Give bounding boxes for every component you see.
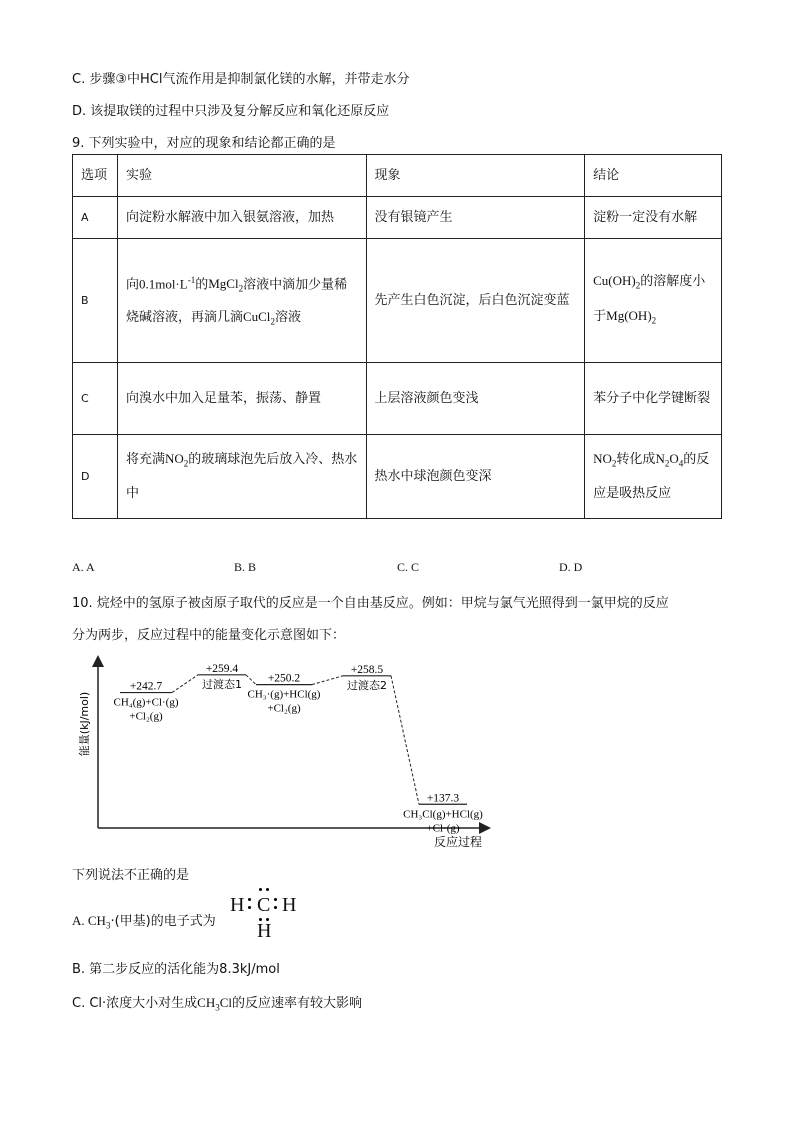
question-10-line2: 分为两步，反应过程中的能量变化示意图如下： (72, 628, 346, 643)
energy-value-label: +258.5 (350, 663, 384, 676)
energy-value-label: +250.2 (267, 672, 301, 685)
species-label: CH₄(g)+Cl·(g) (113, 696, 179, 709)
lewis-c: C (257, 894, 271, 916)
table-row (73, 363, 722, 435)
energy-value-label: +259.4 (205, 662, 239, 675)
row-phenomenon: 没有银镜产生 (366, 197, 585, 239)
row-experiment: 向溴水中加入足量苯，振荡、静置 (117, 363, 366, 435)
option-c: C. Cl·浓度大小对生成$CH_3Cl$的反应速率有较大影响 (72, 995, 363, 1013)
experiment-part: 溶液中滴加少量稀烧碱溶液，再滴几滴 (125, 277, 348, 325)
option-c-suffix: 的反应速率有较大影响 (232, 996, 363, 1011)
row-conclusion: $NO_2$转化成$N_2O_4$的反应是吸热反应 (585, 435, 722, 519)
row-conclusion: 苯分子中化学键断裂 (585, 363, 722, 435)
table-row (73, 239, 722, 363)
energy-value-label: +242.7 (129, 680, 163, 693)
row-phenomenon: 先产生白色沉淀，后白色沉淀变蓝 (366, 239, 585, 363)
energy-value-label: +137.3 (426, 792, 460, 805)
conclusion-part: 的溶解度小于 (593, 273, 706, 324)
option-a-rest: ·(甲基)的电子式为 (110, 914, 216, 929)
lewis-h-bottom: H (257, 920, 272, 942)
experiment-part: 向0.1mol·L (125, 276, 188, 292)
answer-a[interactable]: A. A (72, 560, 95, 574)
question-9: 9. 下列实验中，对应的现象和结论都正确的是 (72, 136, 336, 151)
y-axis-label: 能量(kJ/mol) (78, 691, 91, 757)
option-d-text: D. 该提取镁的过程中只涉及复分解反应和氧化还原反应 (72, 104, 390, 119)
row-label: C (73, 363, 118, 435)
row-phenomenon: 热水中球泡颜色变深 (366, 435, 585, 519)
table-row (73, 197, 722, 239)
species-label: CH₃·(g)+HCl(g) (247, 688, 321, 701)
energy-connector (391, 676, 419, 804)
experiment-part: 将充满 (125, 452, 165, 468)
question-prompt: 下列说法不正确的是 (72, 868, 190, 883)
energy-connector (312, 676, 343, 685)
lewis-dot (274, 898, 277, 901)
experiment-part: 的 (195, 277, 209, 293)
energy-connector (246, 675, 256, 685)
option-c-prefix: C. Cl·浓度大小对生成 (72, 996, 198, 1011)
row-experiment: 向淀粉水解液中加入银氨溶液，加热 (117, 197, 366, 239)
row-experiment: 向$0.1mol\cdot L^{-1}$的MgCl$_2$溶液中滴加少量稀烧碱溶液，再滴几滴CuCl$_2$溶液 (117, 239, 366, 363)
lewis-h-left: H (230, 894, 245, 916)
table-row (73, 435, 722, 519)
row-conclusion: $Cu(OH)_2$的溶解度小于$Mg(OH)_2$ (585, 239, 722, 363)
x-axis-label: 反应过程 (433, 835, 483, 849)
species-label: CH₃Cl(g)+HCl(g) (403, 808, 483, 821)
header-experiment: 实验 (117, 155, 366, 197)
methyl-lewis-structure (230, 888, 302, 944)
conclusion-part: 的反应是吸热反应 (593, 452, 710, 501)
energy-diagram (70, 652, 510, 852)
row-label: B (73, 239, 118, 363)
energy-connector (172, 675, 198, 693)
lewis-dot (259, 888, 262, 891)
lewis-dot (274, 906, 277, 909)
answer-c[interactable]: C. C (397, 560, 420, 574)
row-experiment: 将充满$NO_2$的玻璃球泡先后放入冷、热水中 (117, 435, 366, 519)
lewis-dot (248, 898, 251, 901)
species-label: +Cl₂(g) (267, 702, 301, 715)
header-conclusion: 结论 (585, 155, 722, 197)
question-10-line1: 10. 烷烃中的氢原子被卤原子取代的反应是一个自由基反应。例如：甲烷与氯气光照得到一氯甲烷的反应 (72, 596, 669, 611)
option-b: B. 第二步反应的活化能为8.3kJ/mol (72, 962, 280, 977)
conclusion-part: 转化成 (616, 452, 656, 468)
experiment-table (72, 154, 722, 519)
option-a-prefix: A. CH (72, 913, 106, 928)
experiment-part: 溶液 (274, 309, 301, 325)
row-label: D (73, 435, 118, 519)
lewis-dot (248, 906, 251, 909)
header-option: 选项 (73, 155, 118, 197)
option-c-text: C. 步骤③中HCl气流作用是抑制氯化镁的水解，并带走水分 (72, 72, 410, 87)
header-phenomenon: 现象 (366, 155, 585, 197)
row-label: A (73, 197, 118, 239)
answer-d[interactable]: D. D (559, 560, 583, 574)
lewis-dot (266, 888, 269, 891)
lewis-h-right: H (282, 894, 297, 916)
table-header-row (73, 155, 722, 197)
answer-b[interactable]: B. B (234, 560, 257, 574)
species-label: +Cl·(g) (426, 822, 460, 835)
row-phenomenon: 上层溶液颜色变浅 (366, 363, 585, 435)
option-a: A. $CH_3\cdot$(甲基)的电子式为 (72, 913, 216, 931)
species-label: 过渡态1 (202, 677, 242, 691)
species-label: +Cl₂(g) (129, 710, 163, 723)
row-conclusion: 淀粉一定没有水解 (585, 197, 722, 239)
experiment-part: 的玻璃球泡先后放入冷、热水中 (125, 452, 358, 501)
species-label: 过渡态2 (347, 678, 387, 692)
